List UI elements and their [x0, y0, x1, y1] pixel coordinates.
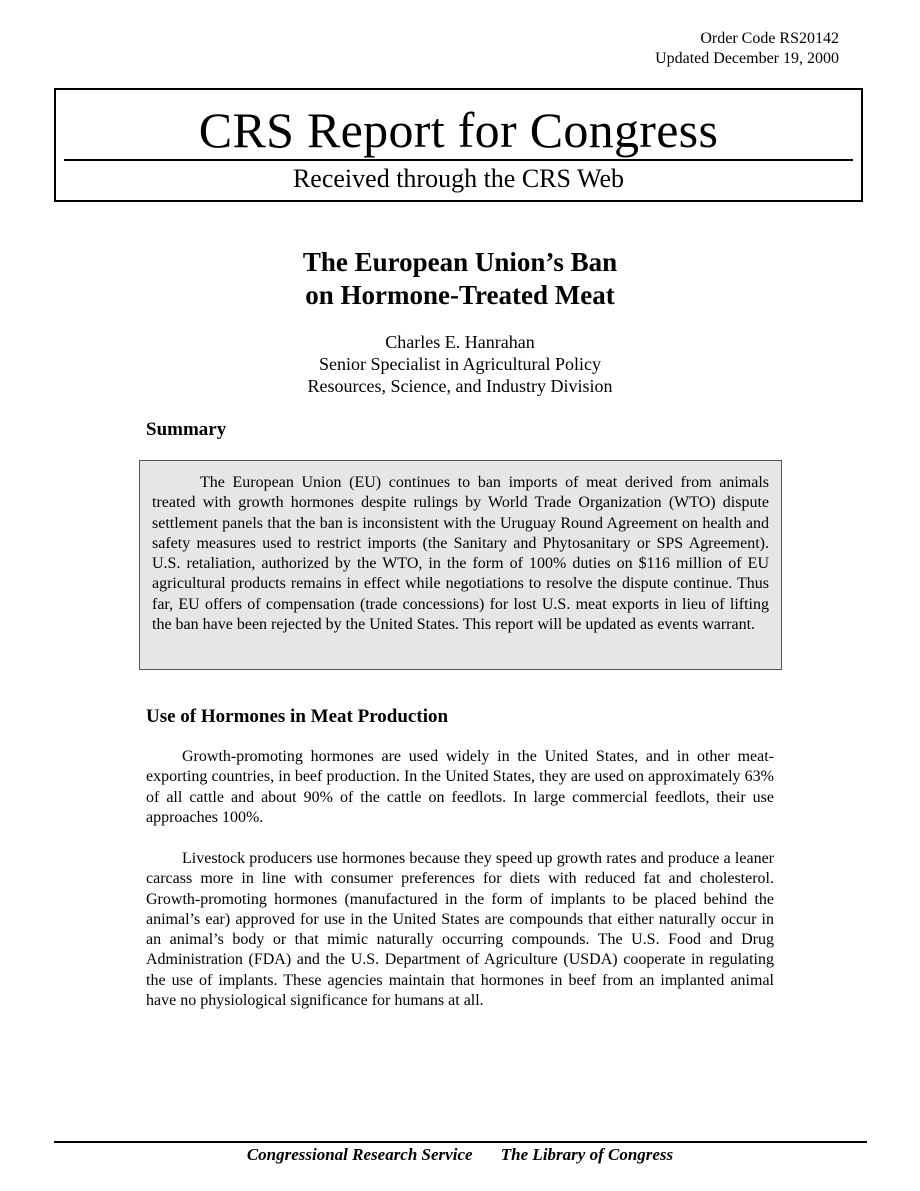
- body-paragraph-2: Livestock producers use hormones because they speed up growth rates and produce a leaner carcass more in line with consumer preferences for diets with reduced fat and cholesterol. Growth-promoting hormones (manufactured in the form of implants to be placed behind the animal’s ear) approved for use in the United States are compounds that either naturally occur in an animal’s body or that mimic naturally occurring compounds. The U.S. Food and Drug Administration (FDA) and the U.S. Department of Agriculture (USDA) cooperate in regulating the use of implants. These agencies maintain that hormones in beef from an implanted animal have no physiological significance for humans at all.: [146, 850, 774, 1010]
- report-title: [0, 246, 920, 312]
- author-block: [0, 331, 920, 397]
- banner-subtitle: Received through the CRS Web: [292, 164, 625, 193]
- order-code-block: [519, 29, 839, 69]
- summary-box: The European Union (EU) continues to ban imports of meat derived from animals treated with growth hormones despite rulings by World Trade Organization (WTO) dispute settlement panels that the ban is inconsistent with the Uruguay Round Agreement on health and safety measures used to restrict imports (the Sanitary and Phytosanitary or SPS Agreement). U.S. retaliation, authorized by the WTO, in the form of 100% duties on $116 million of EU agricultural products remains in effect while negotiations to resolve the dispute continue. Thus far, EU offers of compensation (trade concessions) for lost U.S. meat exports in lieu of lifting the ban have been rejected by the United States. This report will be updated as events warrant.: [139, 460, 782, 670]
- order-code: Order Code RS20142: [700, 30, 839, 47]
- footer: [0, 1144, 920, 1166]
- author-name: Charles E. Hanrahan: [385, 332, 535, 352]
- report-title-line-2: on Hormone-Treated Meat: [305, 280, 615, 310]
- summary-heading: Summary: [146, 419, 227, 440]
- updated-date: Updated December 19, 2000: [655, 50, 839, 67]
- footer-crs: Congressional Research Service: [246, 1145, 473, 1164]
- crs-banner: [54, 88, 863, 202]
- author-title: Senior Specialist in Agricultural Policy: [319, 354, 601, 374]
- footer-library: The Library of Congress: [500, 1145, 674, 1164]
- banner-divider: [64, 159, 853, 161]
- author-division: Resources, Science, and Industry Division: [307, 376, 613, 396]
- footer-divider: [54, 1141, 867, 1143]
- body-paragraph-1: Growth-promoting hormones are used widely in the United States, and in other meat-exporting countries, in beef production. In the United States, they are used on approximately 63% of all cattle and about 90% of the cattle on feedlots. In large commercial feedlots, their use approaches 100%.: [146, 748, 774, 826]
- report-title-line-1: The European Union’s Ban: [302, 247, 618, 277]
- banner-title: CRS Report for Congress: [198, 102, 719, 158]
- section-heading-hormones: Use of Hormones in Meat Production: [146, 706, 449, 727]
